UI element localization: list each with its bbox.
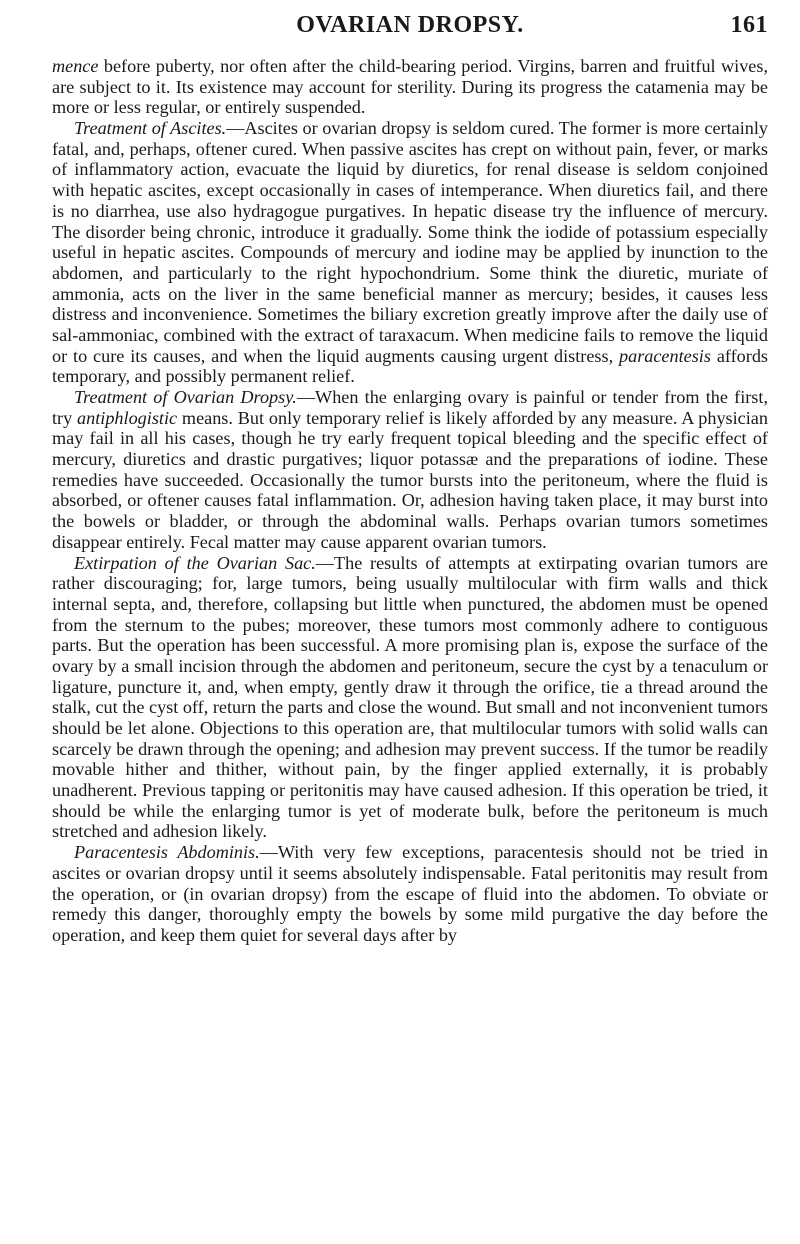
paragraph-text: before puberty, nor often after the child-bearing period. Virgins, barren and fruitful wives, are subject to it. Its existence may account for sterility. During its progress the catamenia may be more or less regular, or entirely suspended. [52, 56, 768, 118]
paragraph-continuation [52, 56, 768, 118]
page-number: 161 [730, 12, 768, 38]
paragraph-treatment-ovarian-dropsy [52, 387, 768, 553]
running-head-title: OVARIAN DROPSY. [296, 12, 524, 38]
continuation-lead: mence [52, 56, 99, 76]
paragraph-text: —With very few exceptions, paracentesis should not be tried in ascites or ovarian dropsy until it seems absolutely indispensable. Fatal peritonitis may result from the operation, or (in ovarian dropsy) from the escape of fluid into the abdomen. To obviate or remedy this danger, thoroughly empty the bowels by some mild purgative the day before the operation, and keep them quiet for several days after by [52, 842, 768, 945]
section-heading: Paracentesis Abdominis. [74, 842, 260, 863]
paragraph-text: —Ascites or ovarian dropsy is seldom cured. The former is more certainly fatal, and, perhaps, oftener cured. When passive ascites has crept on without pain, fever, or marks of inflammatory action, evacuate the liquid by diuretics, for renal disease is seldom conjoined with hepatic ascites, except occasionally in cases of intemperance. When diuretics fail, and there is no diarrhea, use also hydragogue purgatives. In hepatic disease try the influence of mercury. The disorder being chronic, introduce it gradually. Some think the iodide of potassium especially useful in hepatic ascites. Compounds of mercury and iodine may be applied by inunction to the abdomen, and particularly to the right hypochondrium. Some think the diuretic, muriate of ammonia, acts on the liver in the same beneficial manner as mercury; besides, it causes less distress and inconvenience. Sometimes the biliary excretion greatly improve after the daily use of sal-ammoniac, combined with the extract of taraxacum. When medicine fails to remove the liquid or to cure its causes, and when the liquid augments causing urgent distress, [52, 118, 768, 366]
paragraph-treatment-ascites [52, 118, 768, 387]
book-page [52, 0, 768, 1244]
running-head [52, 8, 768, 42]
paragraph-text: —When the enlarging ovary is painful or tender from the first, try [52, 387, 768, 428]
body-text [52, 56, 768, 946]
section-heading: Treatment of Ascites. [74, 118, 227, 139]
section-heading: Treatment of Ovarian Dropsy. [74, 387, 297, 407]
paragraph-extirpation [52, 553, 768, 843]
section-heading: Extirpation of the Ovarian Sac. [74, 552, 316, 573]
emphasized-term: antiphlogistic [77, 407, 178, 428]
paragraph-paracentesis [52, 842, 768, 945]
paragraph-text: means. But only temporary relief is likely afforded by any measure. A physician may fail in all his cases, though he try early frequent topical bleeding and the specific effect of mercury, diuretics and drastic purgatives; liquor potassæ and the preparations of iodine. These remedies have succeeded. Occasionally the tumor bursts into the peritoneum, where the fluid is absorbed, or oftener causes fatal inflammation. Or, adhesion having taken place, it may burst into the bowels or bladder, or through the abdominal walls. Perhaps ovarian tumors sometimes disappear entirely. Fecal matter may cause apparent ovarian tumors. [52, 407, 768, 552]
emphasized-term: paracentesis [619, 345, 711, 366]
paragraph-text: affords temporary, and possibly permanent relief. [52, 345, 768, 387]
paragraph-text: —The results of attempts at extirpating ovarian tumors are rather discouraging; for, large tumors, being usually multilocular with firm walls and thick internal septa, and, therefore, collapsing but little when punctured, the abdomen must be opened from the sternum to the pubes; moreover, these tumors most commonly adhere to contiguous parts. But the operation has been successful. A more promising plan is, expose the surface of the ovary by a small incision through the abdomen and peritoneum, secure the cyst by a tenaculum or ligature, puncture it, and, when empty, gently draw it through the orifice, tie a thread around the stalk, cut the cyst off, return the parts and close the wound. But small and not inconvenient tumors should be let alone. Objections to this operation are, that multilocular tumors with solid walls can scarcely be drawn through the opening; and adhesion may prevent success. If the tumor be readily movable hither and thither, without pain, by the finger applied externally, it is probably unadherent. Previous tapping or peritonitis may have caused adhesion. If this operation be tried, it should be while the enlarging tumor is yet of moderate bulk, before the peritoneum is much stretched and adhesion likely. [52, 552, 768, 842]
